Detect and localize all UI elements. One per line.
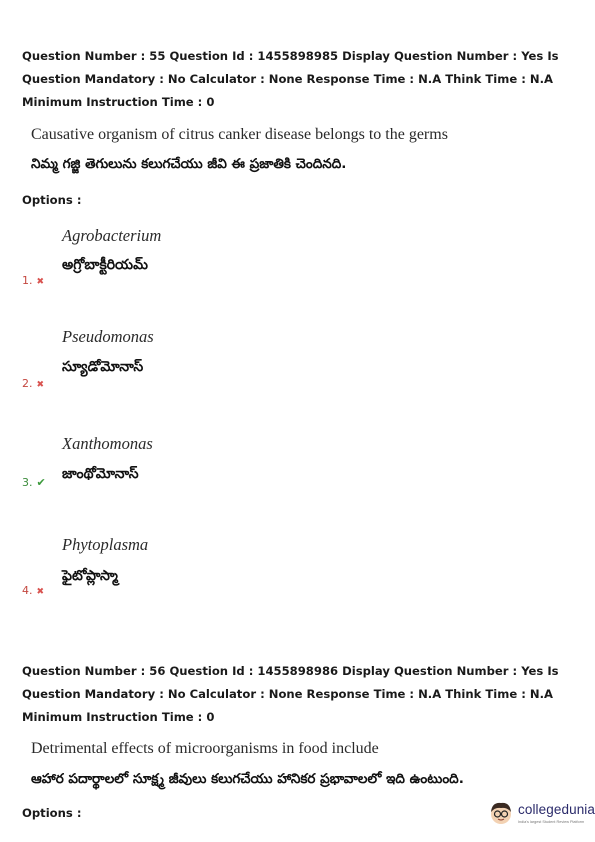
cross-icon: ✖ (36, 380, 45, 390)
option-4-text-en: Phytoplasma (62, 535, 149, 554)
option-3-label: 3. (22, 476, 33, 489)
option-4-number (22, 584, 44, 597)
option-2-label: 2. (22, 377, 33, 390)
collegedunia-logo-icon (488, 800, 514, 826)
option-3-text-te: జాంథోమోనాస్ (62, 466, 139, 482)
option-1-text-te: అగ్రోబాక్టీరియమ్ (62, 257, 148, 273)
question-55-text-te: నిమ్మ గజ్జి తెగులును కలుగచేయు జీవి ఈ ప్రజాతికి చెందినది. (31, 156, 347, 172)
collegedunia-watermark (488, 796, 595, 832)
question-55-options-label: Options : (22, 193, 82, 207)
cross-icon: ✖ (36, 587, 45, 597)
option-2-number (22, 377, 44, 390)
option-1-text-en: Agrobacterium (62, 226, 162, 245)
cross-icon: ✖ (36, 277, 45, 287)
option-2-text-te: స్యూడోమోనాస్ (62, 359, 144, 375)
option-1-number (22, 274, 44, 287)
option-4-text-te: ఫైటోప్లాస్మా (62, 568, 118, 584)
option-3-number (22, 476, 46, 489)
question-55-text-en: Causative organism of citrus canker disease belongs to the germs (31, 126, 448, 143)
option-3-text-en: Xanthomonas (62, 434, 153, 453)
option-4-label: 4. (22, 584, 33, 597)
question-56-text-en: Detrimental effects of microorganisms in food include (31, 740, 379, 757)
option-1-label: 1. (22, 274, 33, 287)
checkmark-icon: ✔ (36, 476, 46, 489)
brand-name: collegedunia (518, 802, 595, 817)
option-2-text-en: Pseudomonas (62, 327, 154, 346)
question-56-meta: Question Number : 56 Question Id : 1455898986 Display Question Number : Yes Is Question Mandatory : No Calculator : None Response Time : N.A Think Time : N.A Minimum Instruction Time : 0 (22, 664, 559, 724)
brand-tagline: India's largest Student Review Platform (518, 820, 585, 824)
question-55-meta: Question Number : 55 Question Id : 1455898985 Display Question Number : Yes Is Question Mandatory : No Calculator : None Response Time : N.A Think Time : N.A Minimum Instruction Time : 0 (22, 49, 559, 109)
question-56-options-label: Options : (22, 806, 82, 820)
question-56-text-te: ఆహార పదార్థాలలో సూక్ష్మ జీవులు కలుగచేయు హానికర ప్రభావాలలో ఇది ఉంటుంది. (31, 771, 464, 787)
